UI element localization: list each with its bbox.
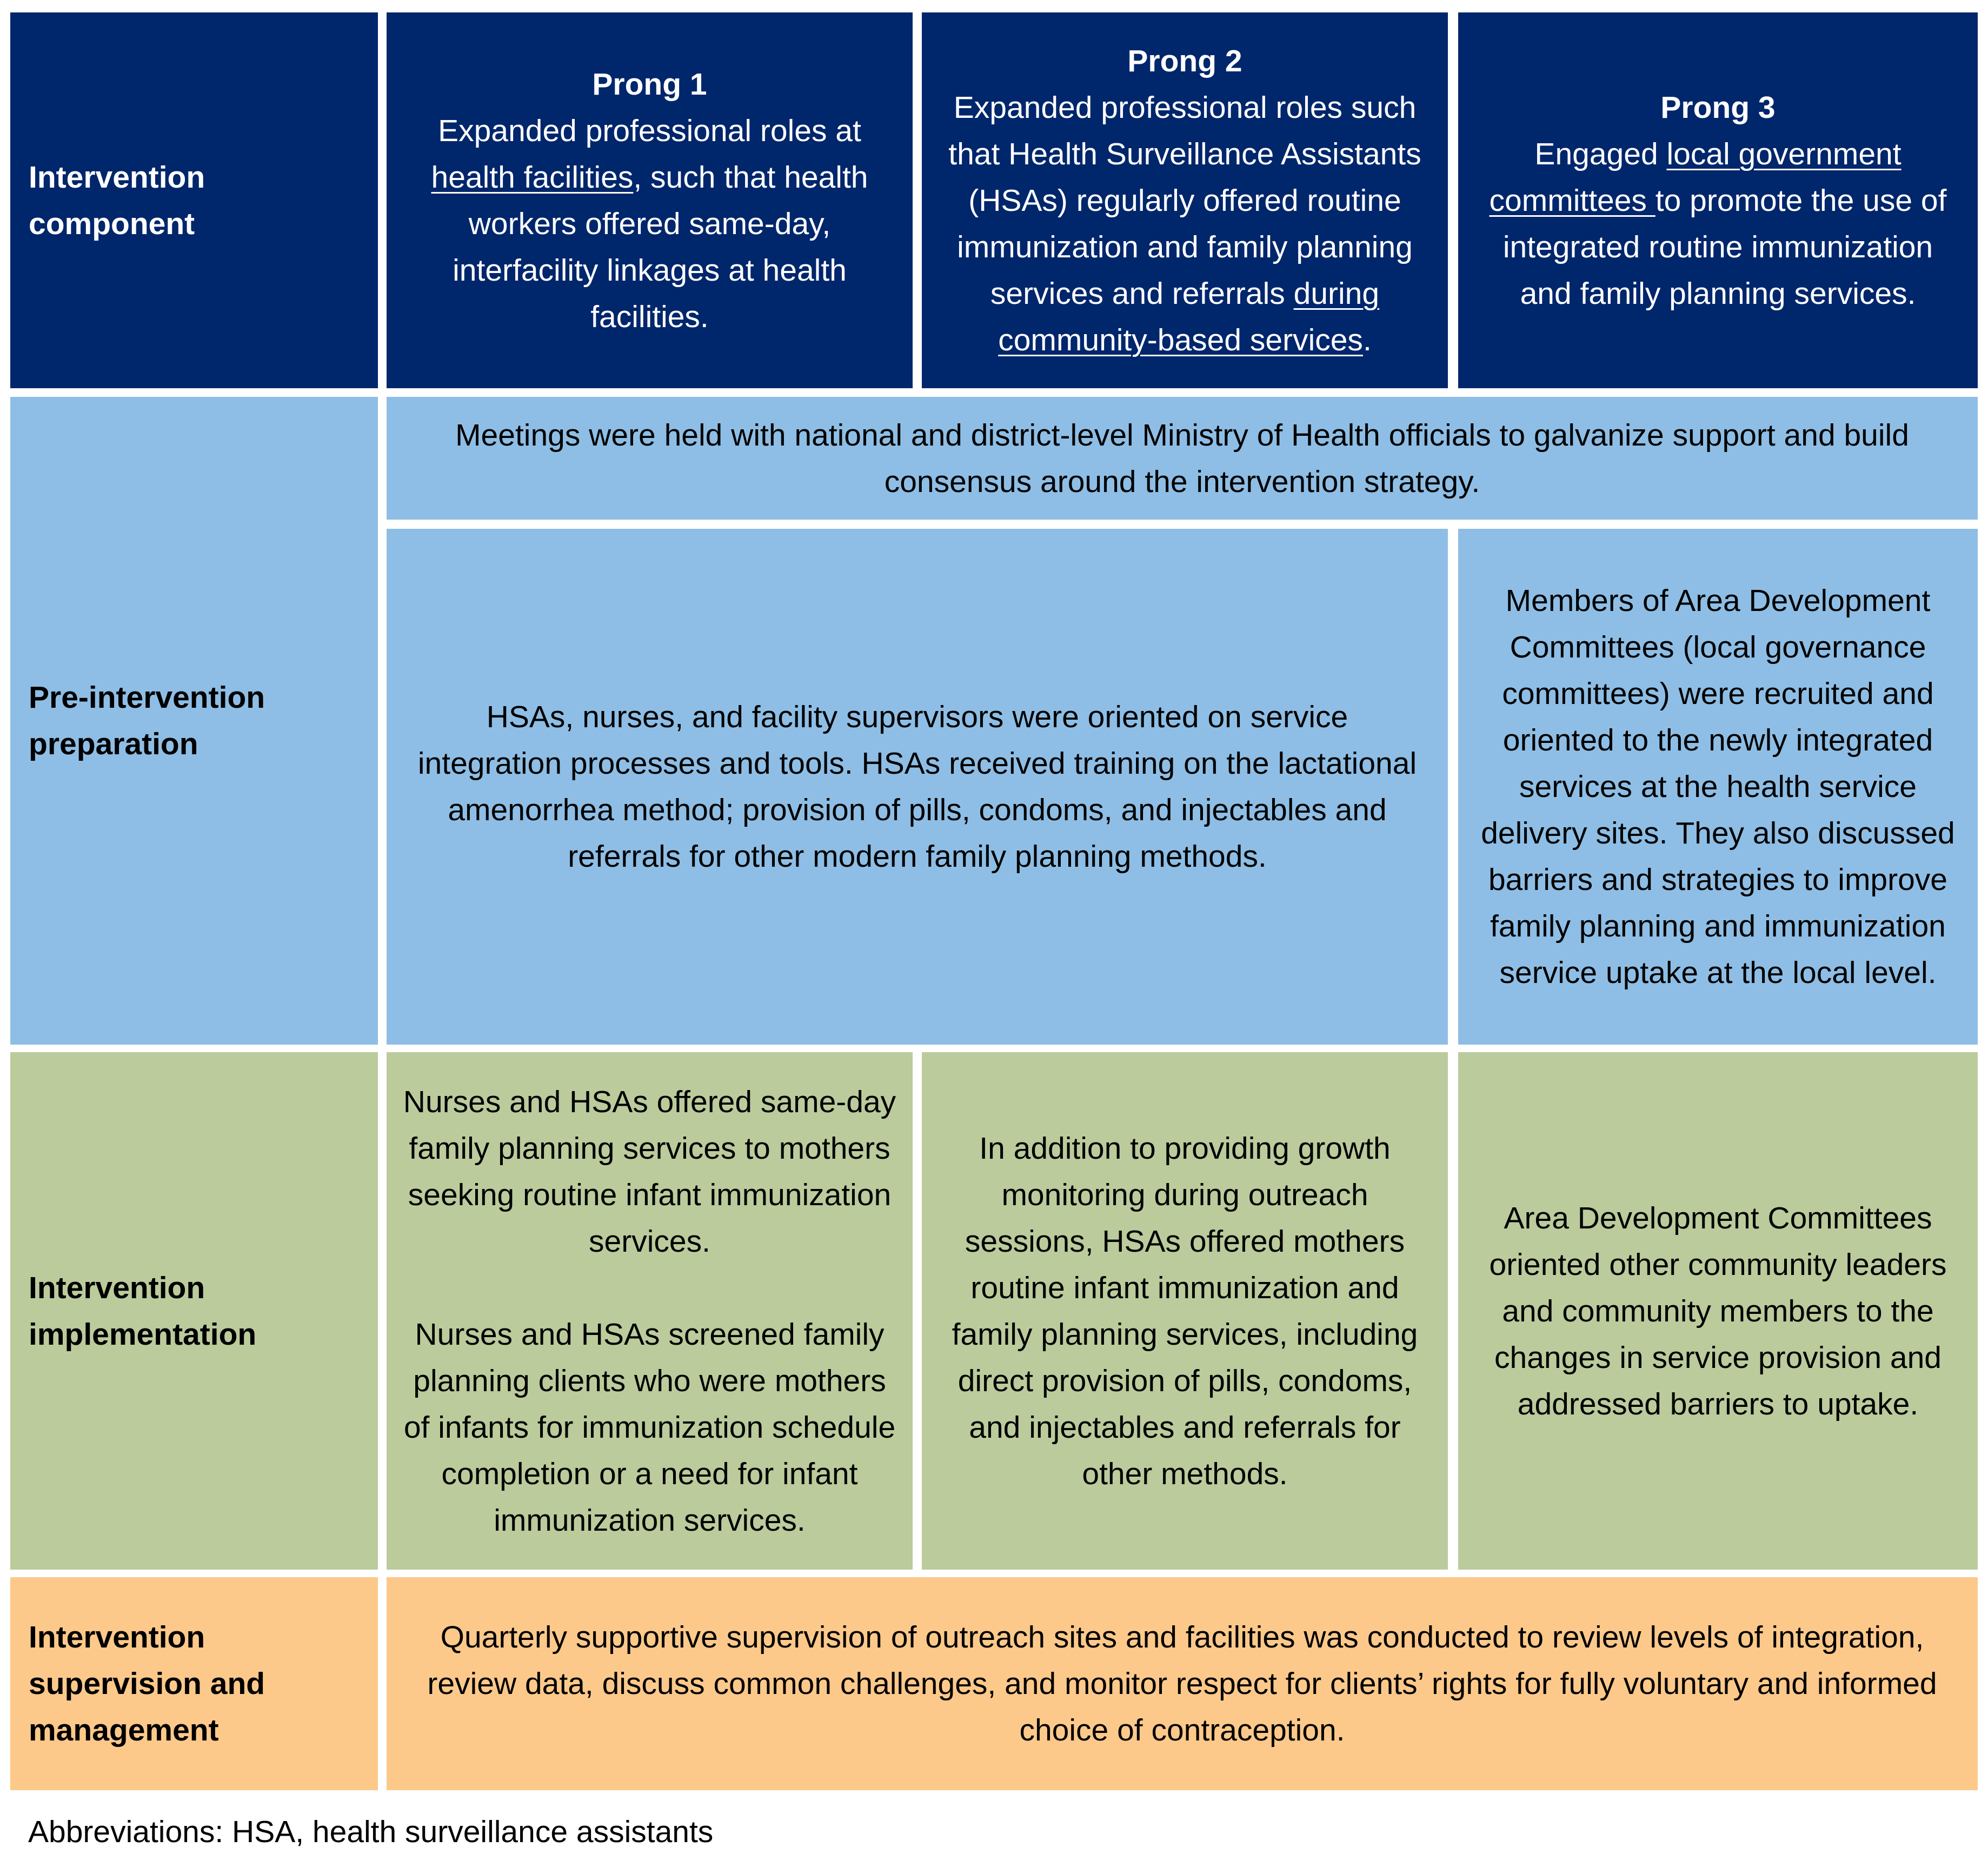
pre-prong-3-cell — [1458, 529, 1978, 1045]
cell-text: Area Development Committees oriented other community leaders and community members to the changes in service provision and addressed barriers to uptake. — [1489, 1200, 1947, 1421]
impl-prong-3-cell — [1458, 1052, 1978, 1570]
prong-3-text-pre: Engaged — [1534, 136, 1667, 171]
prong-1-text-pre: Expanded professional roles at — [438, 113, 861, 148]
prong-2-text-pre: Expanded professional roles such that Health Surveillance Assistants (HSAs) regularly offered routine immunization and family planning services and referrals — [948, 90, 1421, 311]
prong-2-text-post: . — [1362, 322, 1372, 357]
prong-1-title: Prong 1 — [592, 67, 707, 102]
footnote: Abbreviations: HSA, health surveillance assistants — [28, 1815, 714, 1849]
impl-prong-2-cell — [922, 1052, 1448, 1570]
label-text: Pre-intervention preparation — [29, 680, 265, 761]
label-text: Intervention component — [29, 160, 205, 241]
row-label-pre-intervention — [10, 397, 378, 1045]
sup-all-prongs-cell — [387, 1577, 1978, 1790]
cell-text: Nurses and HSAs offered same-day family planning services to mothers seeking routine infant immunization services. — [403, 1084, 896, 1259]
cell-text: Quarterly supportive supervision of outreach sites and facilities was conducted to review levels of integration, review data, discuss common challenges, and monitor respect for clients’ rights for fully voluntary and informed choice of contraception. — [427, 1620, 1937, 1748]
prong-1-text-underlined: health facilities — [431, 160, 634, 195]
prong-3-title: Prong 3 — [1660, 90, 1776, 125]
prong-1-text-post: , such that health workers offered same-day, interfacility linkages at health facilities. — [453, 160, 868, 334]
label-text: Intervention supervision and management — [29, 1620, 265, 1748]
pre-all-prongs-cell — [387, 397, 1978, 520]
row-label-implementation — [10, 1052, 378, 1570]
cell-text: Members of Area Development Committees (local governance committees) were recruited and oriented to the newly integrated services at the health service delivery sites. They also discussed barriers and strategies to improve family planning and immunization service uptake at the local level. — [1481, 583, 1955, 990]
prong-2-text-underlined: during community-based services — [998, 276, 1380, 357]
cell-text: HSAs, nurses, and facility supervisors were oriented on service integration processes and tools. HSAs received training on the lactational amenorrhea method; provision of pills, condoms, and injectables and referrals for other modern family planning methods. — [417, 700, 1417, 874]
label-text: Intervention implementation — [29, 1270, 257, 1352]
header-prong-1 — [387, 12, 913, 388]
prong-3-text-underlined: local government committees — [1489, 136, 1901, 218]
prong-2-title: Prong 2 — [1127, 43, 1242, 78]
impl-prong-1-cell — [387, 1052, 913, 1570]
row-label-intervention-component — [10, 12, 378, 388]
header-prong-2 — [922, 12, 1448, 388]
cell-text: Meetings were held with national and district-level Ministry of Health officials to galvanize support and build consensus around the intervention strategy. — [455, 417, 1909, 499]
header-prong-3 — [1458, 12, 1978, 388]
cell-text: In addition to providing growth monitoring during outreach sessions, HSAs offered mothers routine infant immunization and family planning services, including direct provision of pills, condoms, and injectables and referrals for other methods. — [952, 1131, 1418, 1491]
cell-text: Nurses and HSAs screened family planning clients who were mothers of infants for immunization schedule completion or a need for infant immunization services. — [403, 1317, 896, 1538]
row-label-supervision — [10, 1577, 378, 1790]
prong-3-text-post: to promote the use of integrated routine immunization and family planning services. — [1502, 183, 1947, 311]
pre-prong-1-2-cell — [387, 529, 1448, 1045]
